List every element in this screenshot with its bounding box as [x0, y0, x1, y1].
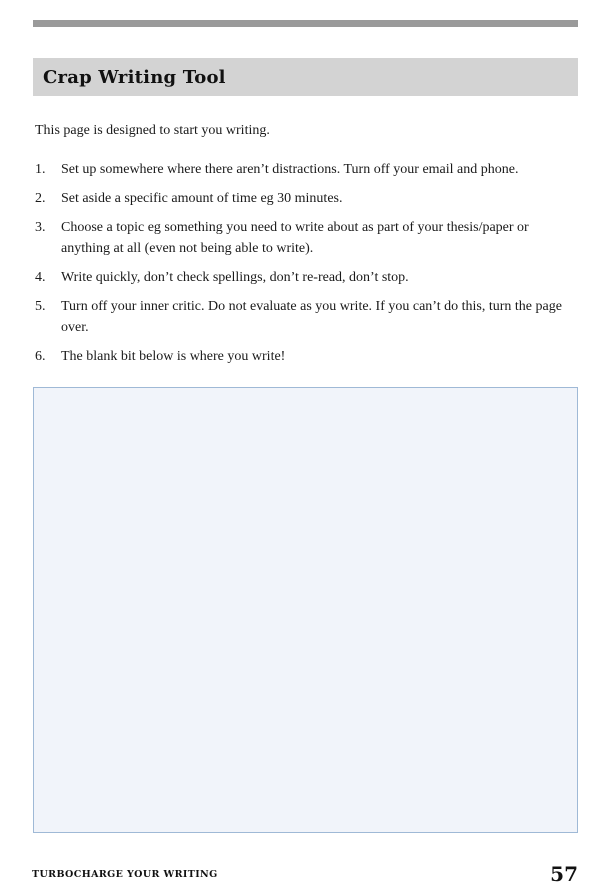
- page-title: Crap Writing Tool: [43, 66, 226, 88]
- list-item: [35, 267, 565, 288]
- list-item-text: Set up somewhere where there aren’t distractions. Turn off your email and phone.: [61, 162, 519, 177]
- page-number: 57: [550, 862, 578, 886]
- list-item-number: 1.: [35, 162, 46, 177]
- footer-book-title: TURBOCHARGE YOUR WRITING: [32, 869, 218, 880]
- list-item-number: 2.: [35, 191, 46, 206]
- list-item: [35, 217, 565, 259]
- instruction-list: [35, 159, 565, 375]
- list-item: [35, 159, 565, 180]
- writing-area[interactable]: [33, 387, 578, 833]
- section-header: [33, 58, 578, 96]
- list-item-text: Set aside a specific amount of time eg 30 minutes.: [61, 191, 343, 206]
- list-item-text: Choose a topic eg something you need to write about as part of your thesis/paper or anything at all (even not being able to write).: [61, 220, 529, 256]
- intro-text: This page is designed to start you writing.: [35, 123, 270, 138]
- list-item: [35, 296, 565, 338]
- list-item-number: 5.: [35, 299, 46, 314]
- list-item-text: The blank bit below is where you write!: [61, 349, 286, 364]
- list-item-number: 4.: [35, 270, 46, 285]
- list-item-number: 3.: [35, 220, 46, 235]
- top-divider: [33, 20, 578, 27]
- list-item-number: 6.: [35, 349, 46, 364]
- list-item-text: Turn off your inner critic. Do not evaluate as you write. If you can’t do this, turn the page over.: [61, 299, 562, 335]
- list-item: [35, 346, 565, 367]
- list-item-text: Write quickly, don’t check spellings, don’t re-read, don’t stop.: [61, 270, 409, 285]
- list-item: [35, 188, 565, 209]
